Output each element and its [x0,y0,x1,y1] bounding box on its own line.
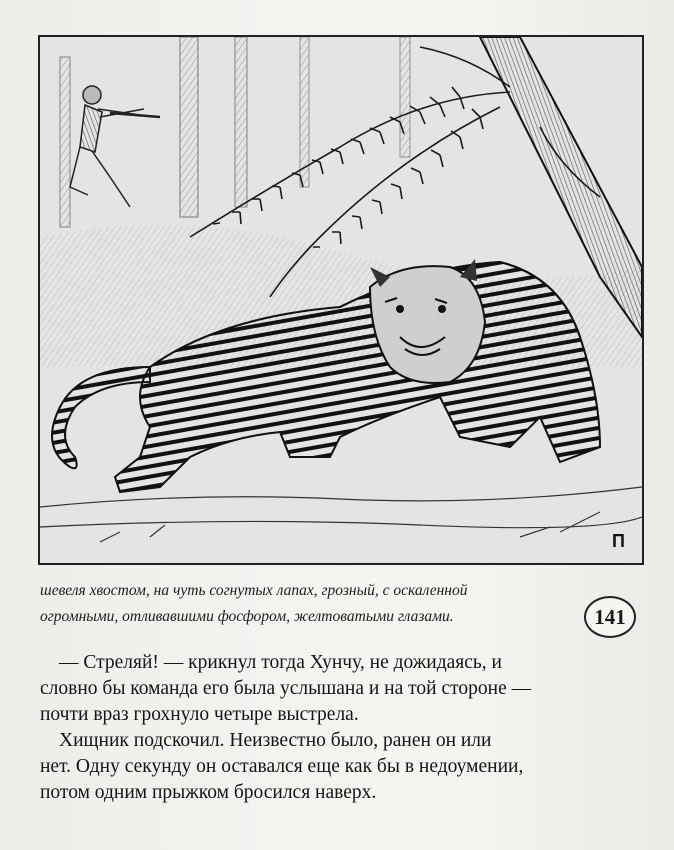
paragraph-line: Хищник подскочил. Неизвестно было, ранен он или [59,730,492,751]
paragraph-line: почти враз грохнуло четыре выстрела. [40,704,359,725]
paragraph-line: словно бы команда его была услышана и на той стороне — [40,678,532,699]
illustrator-signature: П [612,531,625,551]
page-number [584,596,636,638]
body-text [40,650,640,806]
paragraph-line: потом одним прыжком бросился наверх. [40,782,377,803]
page-number-label: 141 [594,604,626,629]
tiger-illustration [38,35,644,565]
caption-line: шевеля хвостом, на чуть согнутых лапах, грозный, с оскаленной [40,582,468,599]
paragraph-line: — Стреляй! — крикнул тогда Хунчу, не дожидаясь, и [59,652,502,673]
paragraph-line: нет. Одну секунду он оставался еще как бы в недоумении, [40,756,524,777]
illustration-caption [40,578,580,630]
caption-line: огромными, отливавшими фосфором, желтоватыми глазами. [40,608,454,625]
